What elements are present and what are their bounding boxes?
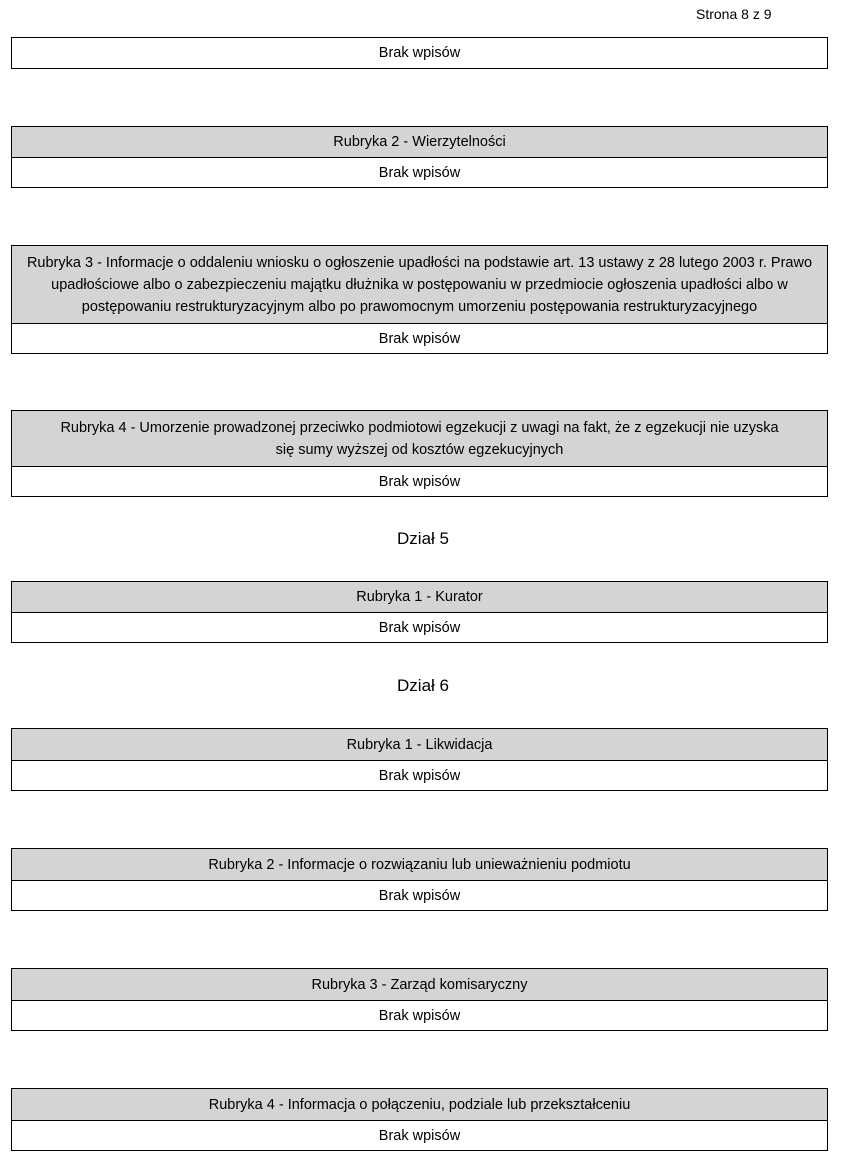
empty-entries-label: Brak wpisów — [378, 45, 461, 61]
empty-entries-label: Brak wpisów — [378, 1127, 461, 1144]
rubryka-header: Rubryka 1 - Likwidacja — [12, 729, 827, 761]
empty-entries-label: Brak wpisów — [378, 767, 461, 784]
rubryka-2-wierzytelnosci — [11, 126, 828, 188]
rubryka-header: Rubryka 4 - Umorzenie prowadzonej przeciwko podmiotowi egzekucji z uwagi na fakt, że z egzekucji nie uzyska się sumy wyższej od kosztów egzekucyjnych — [12, 411, 827, 467]
empty-entries-label: Brak wpisów — [378, 164, 461, 181]
empty-entries-label: Brak wpisów — [378, 330, 461, 347]
page-number: Strona 8 z 9 — [696, 6, 772, 22]
empty-entries-label: Brak wpisów — [378, 619, 461, 636]
rubryka-header: Rubryka 3 - Informacje o oddaleniu wniosku o ogłoszenie upadłości na podstawie art. 13 ustawy z 28 lutego 2003 r. Prawo upadłościowe albo o zabezpieczeniu majątku dłużnika w postępowaniu w przedmiocie ogłoszenia upadłości albo w postępowaniu restrukturyzacyjnym albo po prawomocnym umorzeniu postępowania restrukturyzacyjnego — [12, 246, 827, 324]
rubryka-header: Rubryka 4 - Informacja o połączeniu, podziale lub przekształceniu — [12, 1089, 827, 1121]
rubryka-4-umorzenie-egzekucji — [11, 410, 828, 497]
empty-entries-label: Brak wpisów — [378, 887, 461, 904]
rubryka-header: Rubryka 2 - Informacje o rozwiązaniu lub unieważnieniu podmiotu — [12, 849, 827, 881]
rubryka-header: Rubryka 3 - Zarząd komisaryczny — [12, 969, 827, 1001]
rubryka-1-likwidacja — [11, 728, 828, 791]
rubryka-header: Rubryka 1 - Kurator — [12, 582, 827, 613]
rubryka-header: Rubryka 2 - Wierzytelności — [12, 127, 827, 158]
rubryka-3-zarzad-komisaryczny — [11, 968, 828, 1031]
rubryka-3-informacje-o-oddaleniu — [11, 245, 828, 354]
rubryka-1-kurator — [11, 581, 828, 643]
empty-entries-label: Brak wpisów — [378, 473, 461, 490]
empty-entries-label: Brak wpisów — [378, 1007, 461, 1024]
section-title-dzial-6: Dział 6 — [397, 676, 449, 695]
section-title-dzial-5: Dział 5 — [397, 529, 449, 548]
rubryka-4-polaczenie-podzial — [11, 1088, 828, 1151]
entry-table-continued — [11, 37, 828, 69]
rubryka-2-rozwiazanie-podmiotu — [11, 848, 828, 911]
